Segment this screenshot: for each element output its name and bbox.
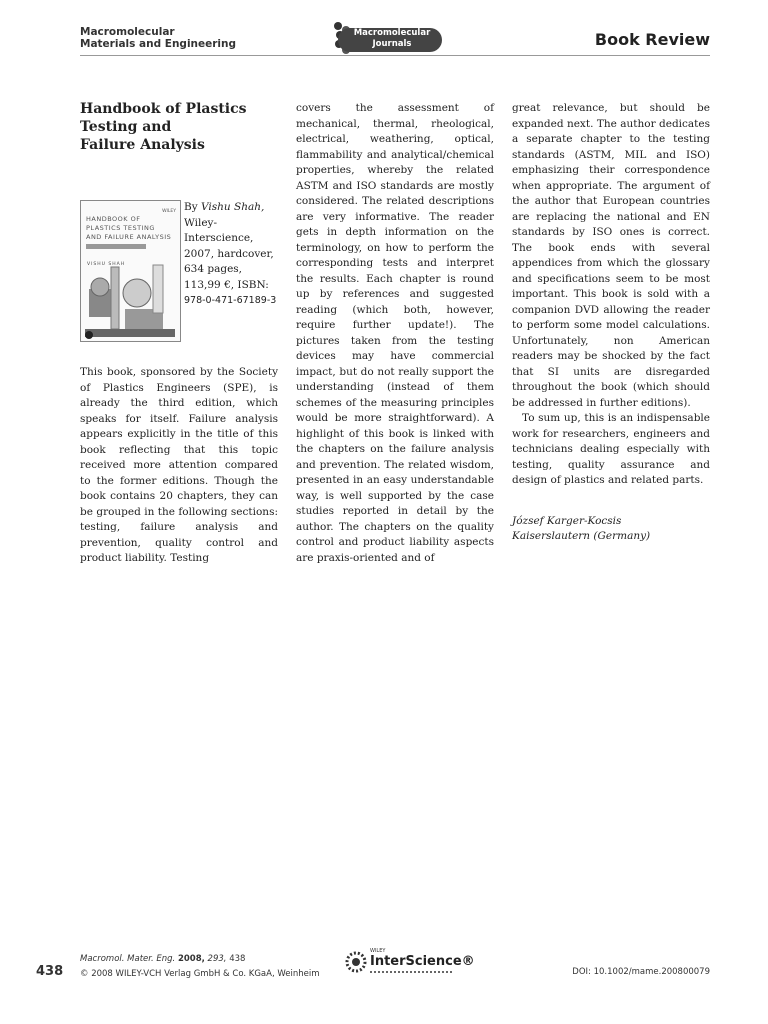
citation <box>80 952 320 982</box>
logo-text <box>352 28 432 50</box>
column-1 <box>80 100 278 567</box>
citation-volume: 293, <box>207 954 227 964</box>
title-line: Failure Analysis <box>80 137 205 153</box>
logo-underline <box>370 971 454 973</box>
book-info <box>184 200 284 309</box>
reviewer-affiliation: Kaiserslautern (Germany) <box>512 530 651 542</box>
citation-year: 2008, <box>177 954 205 964</box>
journal-name-line2: Materials and Engineering <box>80 38 237 50</box>
article-title <box>80 100 278 154</box>
section-title: Book Review <box>594 30 710 49</box>
logo-interscience: InterScience® <box>370 954 475 969</box>
citation-journal: Macromol. Mater. Eng. <box>80 954 176 964</box>
book-cover-image <box>80 200 181 342</box>
citation-page: 438 <box>229 954 246 964</box>
copyright: © 2008 WILEY-VCH Verlag GmbH & Co. KGaA, Weinheim <box>80 969 320 979</box>
cover-bar <box>86 244 146 249</box>
body-paragraph: This book, sponsored by the Society of Plastics Engineers (SPE), is already the third edition, which speaks for itself. Failure analysis appears explicitly in the title of this book reflecting that this topic received more attention compared to the former editions. Though the book contains 20 chapters, they can be grouped in the following sections: testing, failure analysis and prevention, quality control and product liability. Testing <box>80 366 278 564</box>
testing-machine-illustration <box>81 259 180 341</box>
title-line: Handbook of Plastics <box>80 101 247 117</box>
gear-icon <box>344 950 368 974</box>
title-line: Testing and <box>80 119 172 135</box>
body-paragraph: covers the assessment of mechanical, thermal, rheological, electrical, weathering, optical, flammability and analytical/chemical properties, whereby the related ASTM and ISO standards are mostly considered. The related descriptions are very informative. The reader gets in depth information on the terminology, on how to perform the corresponding tests and interpret the results. Each chapter is round up by references and suggested reading (which both, however, require further update!). The pictures taken from the testing devices may have commercial impact, but do not really support the understanding (instead of them schemes of the measuring principles would be more straightforward). A highlight of this book is linked with the chapters on the failure analysis and prevention. The related wisdom, presented in an easy understandable way, is well supported by the case studies reported in detail by the author. The chapters on the quality control and product liability aspects are praxis-oriented and of <box>296 102 494 564</box>
page-number: 438 <box>36 964 64 979</box>
cover-publisher: WILEY <box>162 209 176 214</box>
book-price: 113,99 €, ISBN: <box>184 278 269 291</box>
interscience-logo <box>344 948 475 980</box>
body-paragraph: great relevance, but should be expanded next. The author dedicates a separate chapter to the testing standards (ASTM, MIL and ISO) emphasizing their correspondence when appropriate. The argument of the author that European countries are replacing the national and EN standards by ISO ones is correct. The book ends with several appendices from which the glossary and specifications seem to be most important. This book is sold with a companion DVD allowing the reader to perform some model calculations. Unfortunately, non American readers may be shocked by the fact that SI units are disregarded throughout the book (which should be addressed in further editions). <box>512 102 710 409</box>
reviewer <box>512 514 710 545</box>
logo-line1: Macromolecular <box>353 28 431 38</box>
book-details <box>80 200 278 350</box>
logo-wiley: WILEY <box>370 948 386 954</box>
book-by: By <box>184 201 198 213</box>
body-paragraph: To sum up, this is an indispensable work for researchers, engineers and technicians dealing especially with testing, quality assurance and design of plastics and related parts. <box>512 412 710 486</box>
cover-title <box>86 215 171 242</box>
book-author: Vishu Shah, <box>201 201 265 213</box>
cover-title-line: PLASTICS TESTING <box>86 224 155 232</box>
cover-author: VISHU SHAH <box>87 262 126 267</box>
column-2 <box>296 101 494 566</box>
logo-line2: Journals <box>372 39 412 49</box>
reviewer-name: József Karger-Kocsis <box>512 514 622 527</box>
header-divider <box>80 55 710 56</box>
book-publisher: Wiley-Interscience, <box>184 216 254 244</box>
journal-name-line1: Macromolecular <box>80 26 175 38</box>
book-year-format: 2007, hardcover, <box>184 247 274 260</box>
cover-title-line: AND FAILURE ANALYSIS <box>86 233 172 241</box>
column-3 <box>512 101 710 545</box>
macromolecular-journals-logo <box>326 14 446 60</box>
doi: DOI: 10.1002/mame.200800079 <box>572 967 710 977</box>
book-isbn: 978-0-471-67189-3 <box>184 295 277 306</box>
book-pages: 634 pages, <box>184 263 243 275</box>
journal-name <box>80 26 236 50</box>
cover-title-line: HANDBOOK OF <box>86 215 141 223</box>
